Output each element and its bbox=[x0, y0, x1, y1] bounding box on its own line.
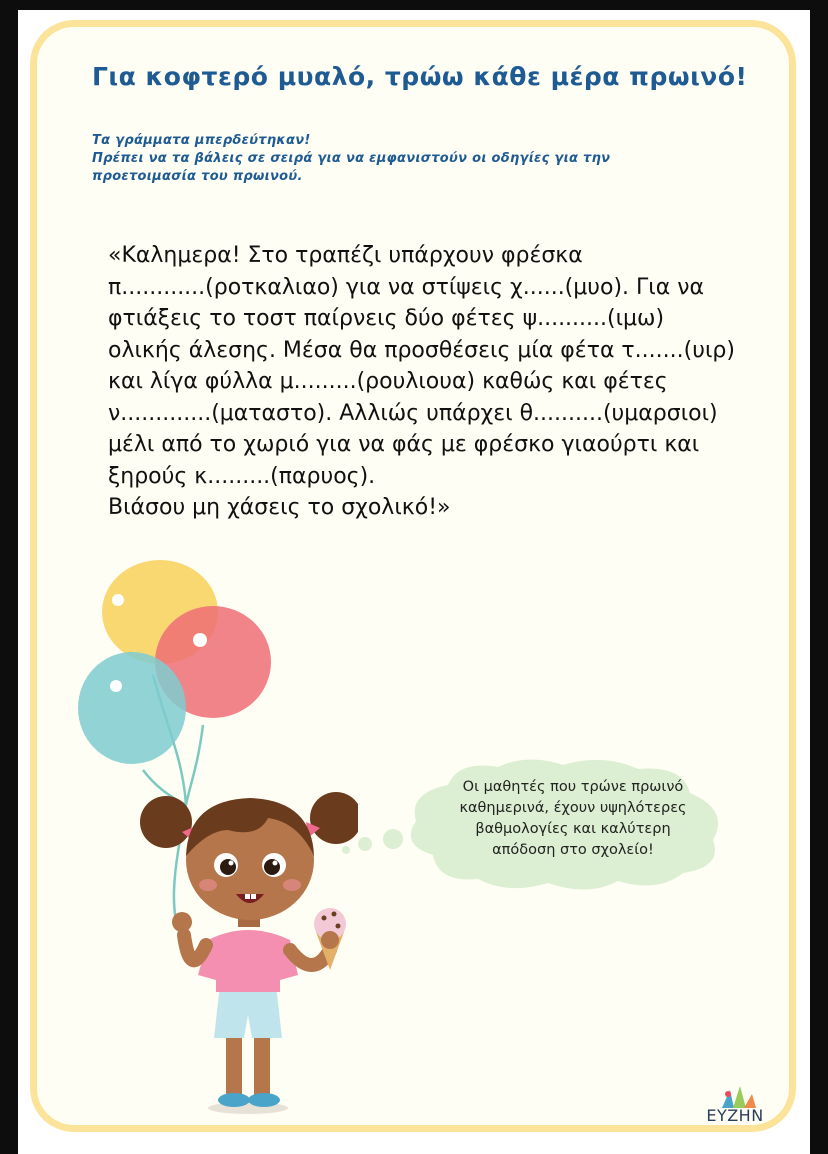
shirt bbox=[198, 930, 298, 992]
instructions bbox=[92, 132, 712, 186]
instruction-line: προετοιμασία του πρωινού. bbox=[92, 169, 303, 184]
bubble-line: βαθμολογίες και καλύτερη bbox=[475, 821, 671, 837]
euzin-logo bbox=[700, 1084, 770, 1140]
girl-with-balloons-illustration bbox=[58, 560, 358, 1120]
story-line: ολικής άλεσης. Μέσα θα προσθέσεις μία φέτα τ.......(υιρ) bbox=[108, 337, 735, 363]
bubble-line: καθημερινά, έχουν υψηλότερες bbox=[459, 800, 687, 816]
bubble-line: Οι μαθητές που τρώνε πρωινό bbox=[462, 779, 684, 795]
page-title: Για κοφτερό μυαλό, τρώω κάθε μέρα πρωινό! bbox=[92, 62, 748, 91]
scrambled-story bbox=[108, 240, 768, 524]
bubble-line: απόδοση στο σχολείο! bbox=[492, 842, 654, 858]
balloon-shine bbox=[110, 680, 122, 692]
bubble-text bbox=[428, 777, 718, 861]
story-line: ξηρούς κ.........(παρυος). bbox=[108, 463, 376, 489]
story-line: μέλι από το χωριό για να φάς με φρέσκο γιαούρτι και bbox=[108, 432, 700, 457]
balloon-shine bbox=[193, 633, 207, 647]
story-line: ν.............(ματαστο). Αλλιώς υπάρχει θ..........(υμαρσιοι) bbox=[108, 400, 718, 426]
legs bbox=[218, 1030, 280, 1107]
hair-bun bbox=[140, 796, 192, 848]
blue-balloon bbox=[78, 652, 186, 764]
shorts bbox=[214, 985, 282, 1038]
balloons-illustration bbox=[78, 560, 271, 764]
thought-bubble bbox=[338, 755, 738, 900]
balloon-shine bbox=[112, 594, 124, 606]
instruction-line: Πρέπει να τα βάλεις σε σειρά για να εμφανιστούν οι οδηγίες για την bbox=[92, 151, 611, 166]
story-line: «Καλημερα! Στο τραπέζι υπάρχουν φρέσκα bbox=[108, 243, 583, 268]
story-line: φτιάξεις το τοστ παίρνεις δύο φέτες ψ..........(ιμω) bbox=[108, 306, 665, 331]
story-line: Βιάσου μη χάσεις το σχολικό!» bbox=[108, 495, 451, 520]
instruction-line: Τα γράμματα μπερδεύτηκαν! bbox=[92, 133, 311, 148]
left-hand bbox=[172, 912, 192, 932]
story-line: και λίγα φύλλα μ.........(ρουλιουα) καθώς και φέτες bbox=[108, 369, 668, 394]
document-page bbox=[18, 10, 810, 1154]
logo-text: ΕΥΖΗΝ bbox=[706, 1106, 764, 1125]
story-line: π............(ροτκαλιαο) για να στίψεις χ......(μυο). Για να bbox=[108, 274, 705, 300]
left-arm bbox=[184, 935, 206, 960]
